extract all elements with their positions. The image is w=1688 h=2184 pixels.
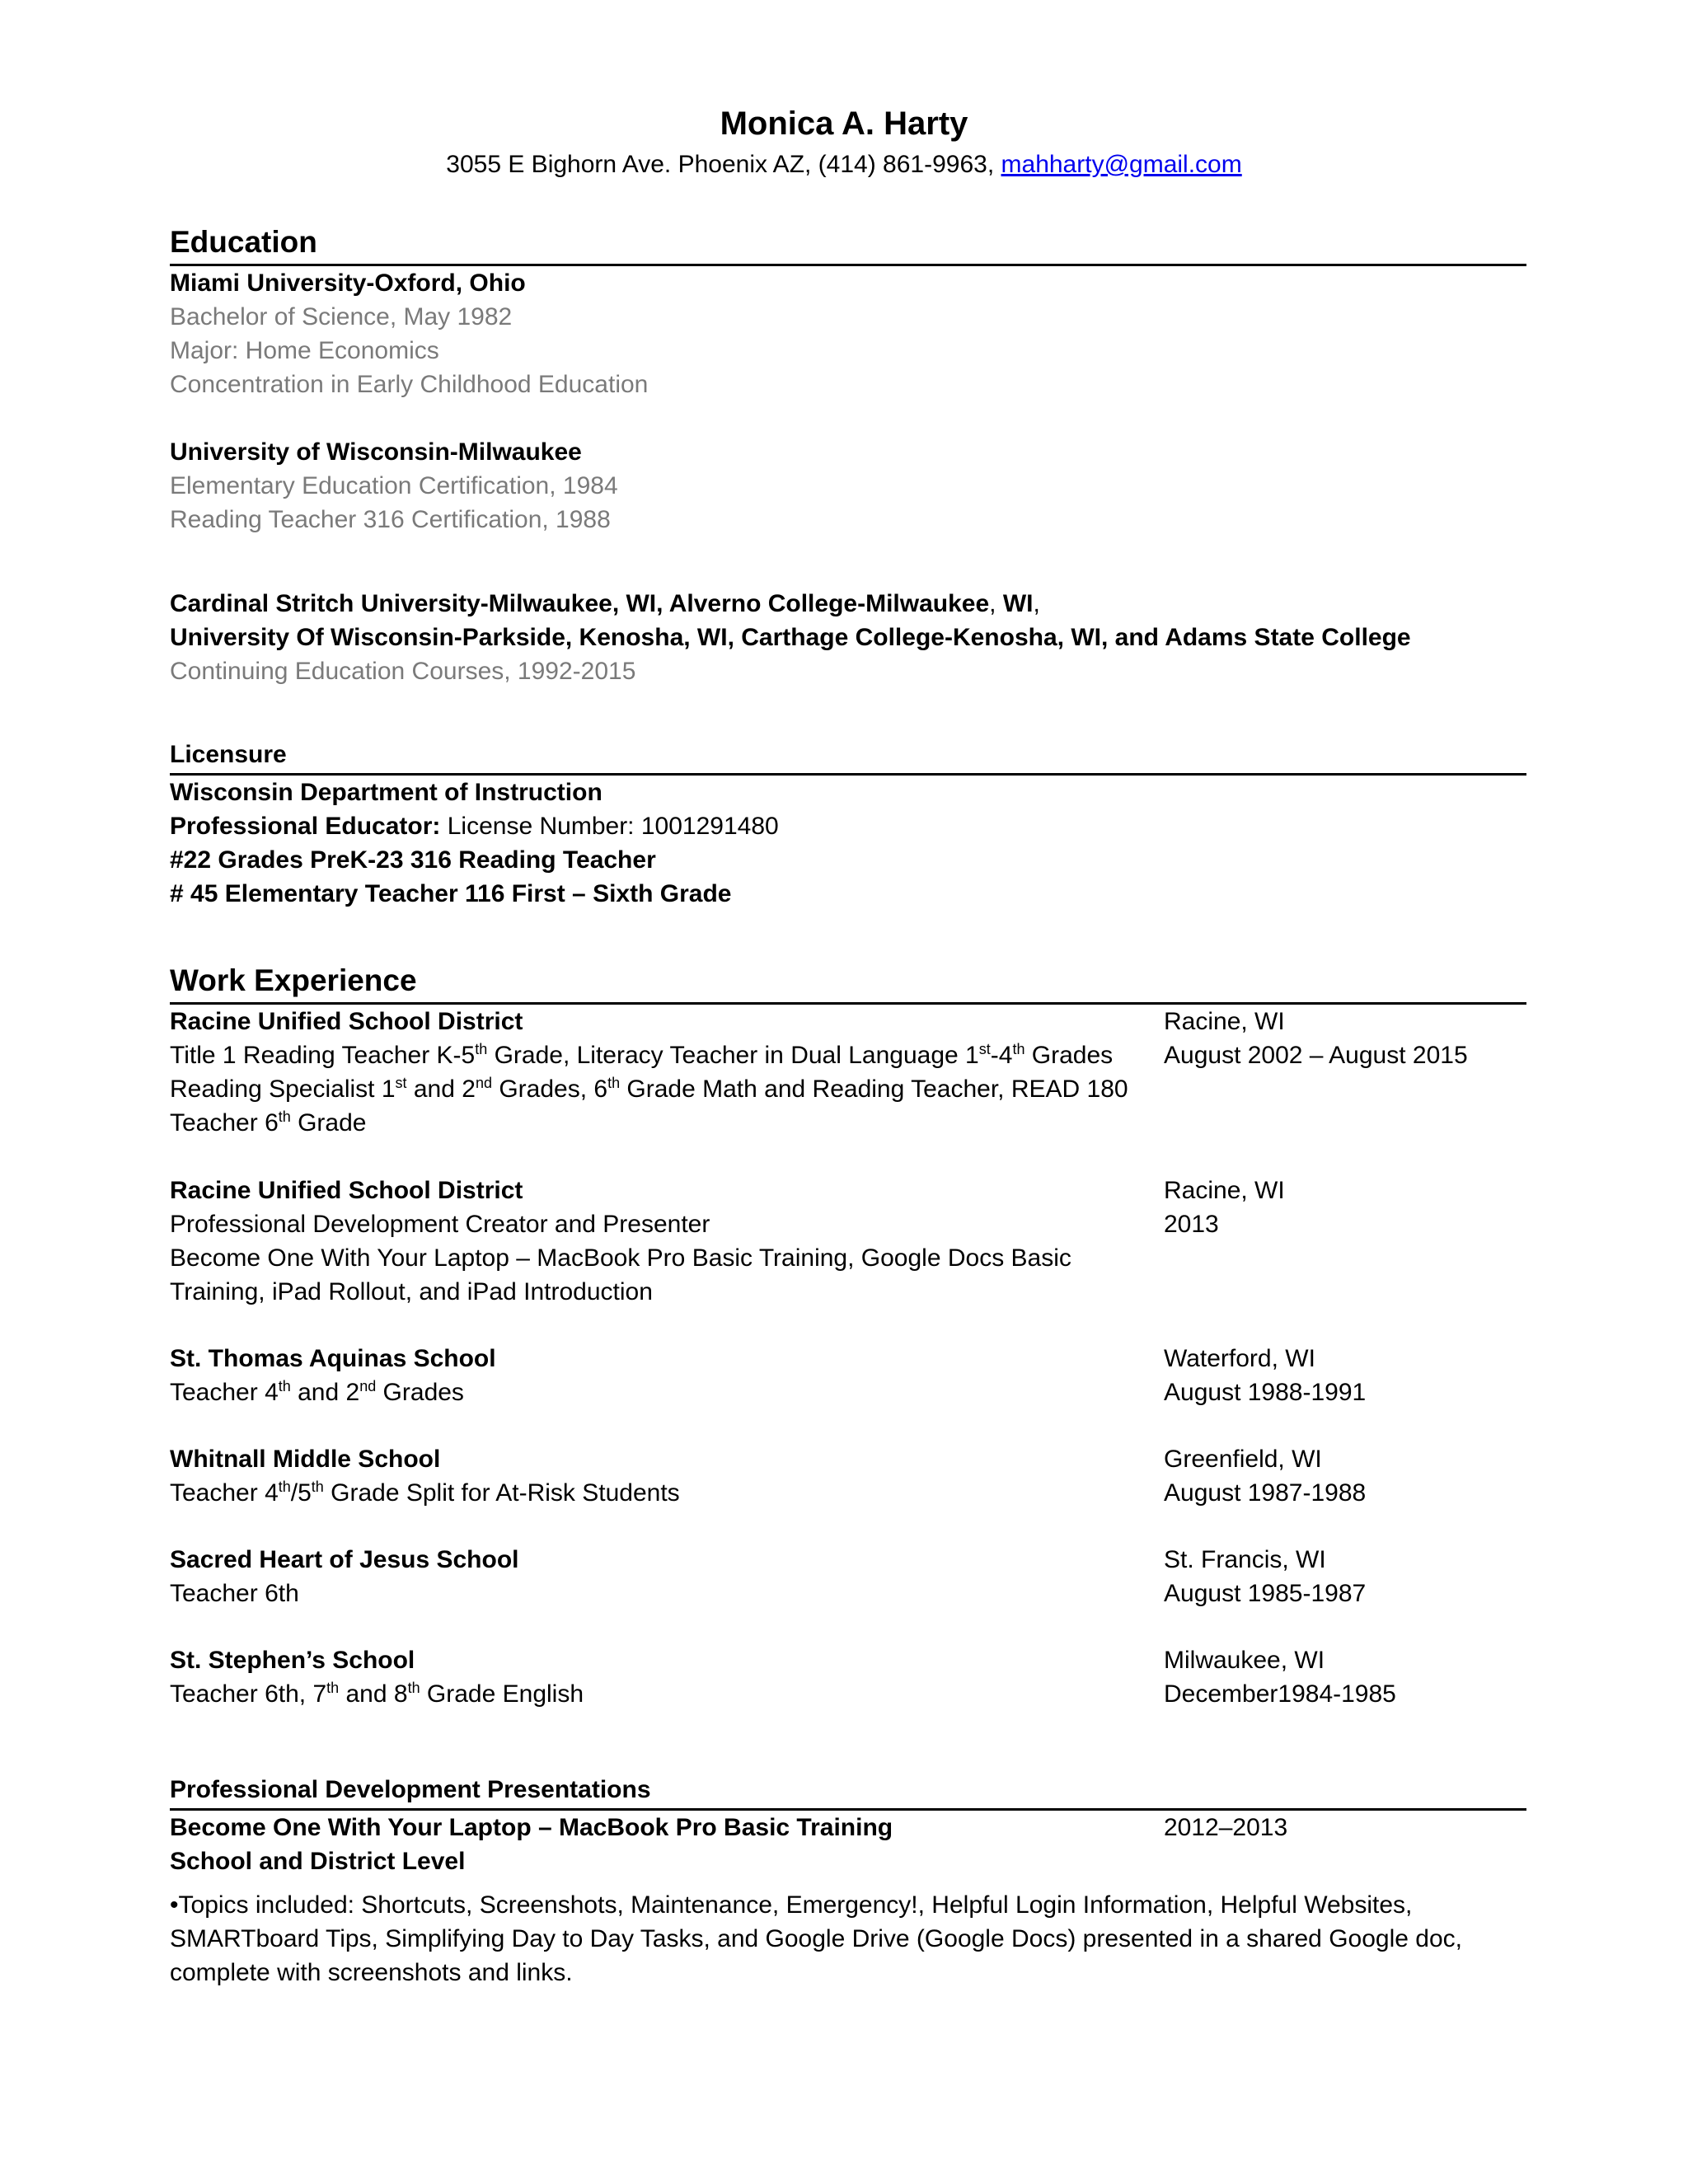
job-entry [170,1442,1526,1510]
job-meta [1164,1442,1366,1510]
job-meta [1164,1342,1366,1409]
job-title: Teacher 4th and 2nd Grades [170,1378,464,1406]
job-title: Teacher 6th [170,1580,299,1607]
job-location: Greenfield, WI [1164,1446,1322,1473]
courses-detail: Continuing Education Courses, 1992-2015 [170,658,636,685]
resume-header [0,101,1688,183]
job-meta [1164,1005,1468,1072]
degree-detail: Major: Home Economics [170,337,439,364]
school-list-line: Cardinal Stritch University-Milwaukee, WI, Alverno College-Milwaukee, WI, [170,590,1040,617]
topics-line: •Topics included: Shortcuts, Screenshots, Maintenance, Emergency!, Helpful Login Information, Helpful Websites, [170,1891,1413,1919]
contact-line [0,147,1688,183]
job-title: Teacher 6th, 7th and 8th Grade English [170,1680,584,1708]
job-line: Reading Specialist 1st and 2nd Grades, 6th Grade Math and Reading Teacher, READ 180 [170,1075,1128,1103]
job-dates: August 1987-1988 [1164,1479,1367,1507]
job-line: Title 1 Reading Teacher K-5th Grade, Literacy Teacher in Dual Language 1st-4th Grades [170,1041,1114,1069]
license-grade: #22 Grades PreK-23 316 Reading Teacher [170,846,656,874]
job-location: Waterford, WI [1164,1345,1315,1372]
license-number: Professional Educator: License Number: 1001291480 [170,813,779,840]
license-issuer: Wisconsin Department of Instruction [170,779,603,806]
degree-detail: Concentration in Early Childhood Education [170,371,649,398]
employer-name: St. Thomas Aquinas School [170,1345,496,1372]
job-meta [1164,1643,1396,1711]
job-location: Racine, WI [1164,1008,1285,1035]
education-heading: Education [170,223,1526,266]
work-heading: Work Experience [170,961,1526,1005]
presentations-heading: Professional Development Presentations [170,1774,1526,1811]
license-grade: # 45 Elementary Teacher 116 First – Sixth Grade [170,880,732,907]
school-name: University of Wisconsin-Milwaukee [170,438,582,466]
job-dates: August 1988-1991 [1164,1379,1367,1406]
job-line: Training, iPad Rollout, and iPad Introduction [170,1278,653,1305]
job-line: Teacher 6th Grade [170,1108,367,1137]
presentation-title: Become One With Your Laptop – MacBook Pro Basic Training [170,1814,893,1841]
employer-name: Racine Unified School District [170,1008,523,1035]
job-entry [170,1643,1526,1711]
education-section [170,223,1526,401]
job-title: Teacher 4th/5th Grade Split for At-Risk Students [170,1479,680,1507]
job-location: Milwaukee, WI [1164,1647,1325,1674]
job-line: Become One With Your Laptop – MacBook Pro Basic Training, Google Docs Basic [170,1244,1071,1272]
candidate-name: Monica A. Harty [720,105,968,142]
presentation-level: School and District Level [170,1848,466,1875]
employer-name: Whitnall Middle School [170,1446,441,1473]
licensure-heading: Licensure [170,738,1526,776]
work-section [170,961,1526,1140]
email-link[interactable]: mahharty@gmail.com [1001,151,1242,178]
education-entry-uwm [170,435,1526,537]
job-entry [170,1543,1526,1610]
presentation-entry [170,1811,1526,1878]
licensure-section [170,738,1526,911]
job-entry [170,1005,1526,1140]
presentation-meta [1164,1811,1287,1844]
school-list-line: University Of Wisconsin-Parkside, Kenosha, WI, Carthage College-Kenosha, WI, and Adams State College [170,624,1411,651]
certification-detail: Reading Teacher 316 Certification, 1988 [170,506,611,533]
presentation-dates: 2012–2013 [1164,1814,1288,1841]
certification-detail: Elementary Education Certification, 1984 [170,472,618,499]
job-location: St. Francis, WI [1164,1546,1326,1573]
topics-line: complete with screenshots and links. [170,1959,573,1986]
address-phone: 3055 E Bighorn Ave. Phoenix AZ, (414) 861-9963, [446,151,1001,178]
job-meta [1164,1543,1366,1610]
degree-detail: Bachelor of Science, May 1982 [170,303,513,330]
job-dates: August 1985-1987 [1164,1580,1367,1607]
job-title: Professional Development Creator and Presenter [170,1211,710,1238]
education-entry-continuing [170,587,1526,688]
job-dates: August 2002 – August 2015 [1164,1042,1468,1069]
job-location: Racine, WI [1164,1177,1285,1204]
job-entry [170,1174,1526,1309]
job-dates: December1984-1985 [1164,1680,1396,1708]
job-dates: 2013 [1164,1211,1219,1238]
school-name: Miami University-Oxford, Ohio [170,269,526,297]
employer-name: Racine Unified School District [170,1177,523,1204]
topics-line: SMARTboard Tips, Simplifying Day to Day Tasks, and Google Drive (Google Docs) presented in a shared Google doc, [170,1925,1462,1952]
employer-name: St. Stephen’s School [170,1647,415,1674]
job-entry [170,1342,1526,1409]
presentations-section [170,1774,1526,1990]
job-meta [1164,1174,1285,1241]
employer-name: Sacred Heart of Jesus School [170,1546,519,1573]
